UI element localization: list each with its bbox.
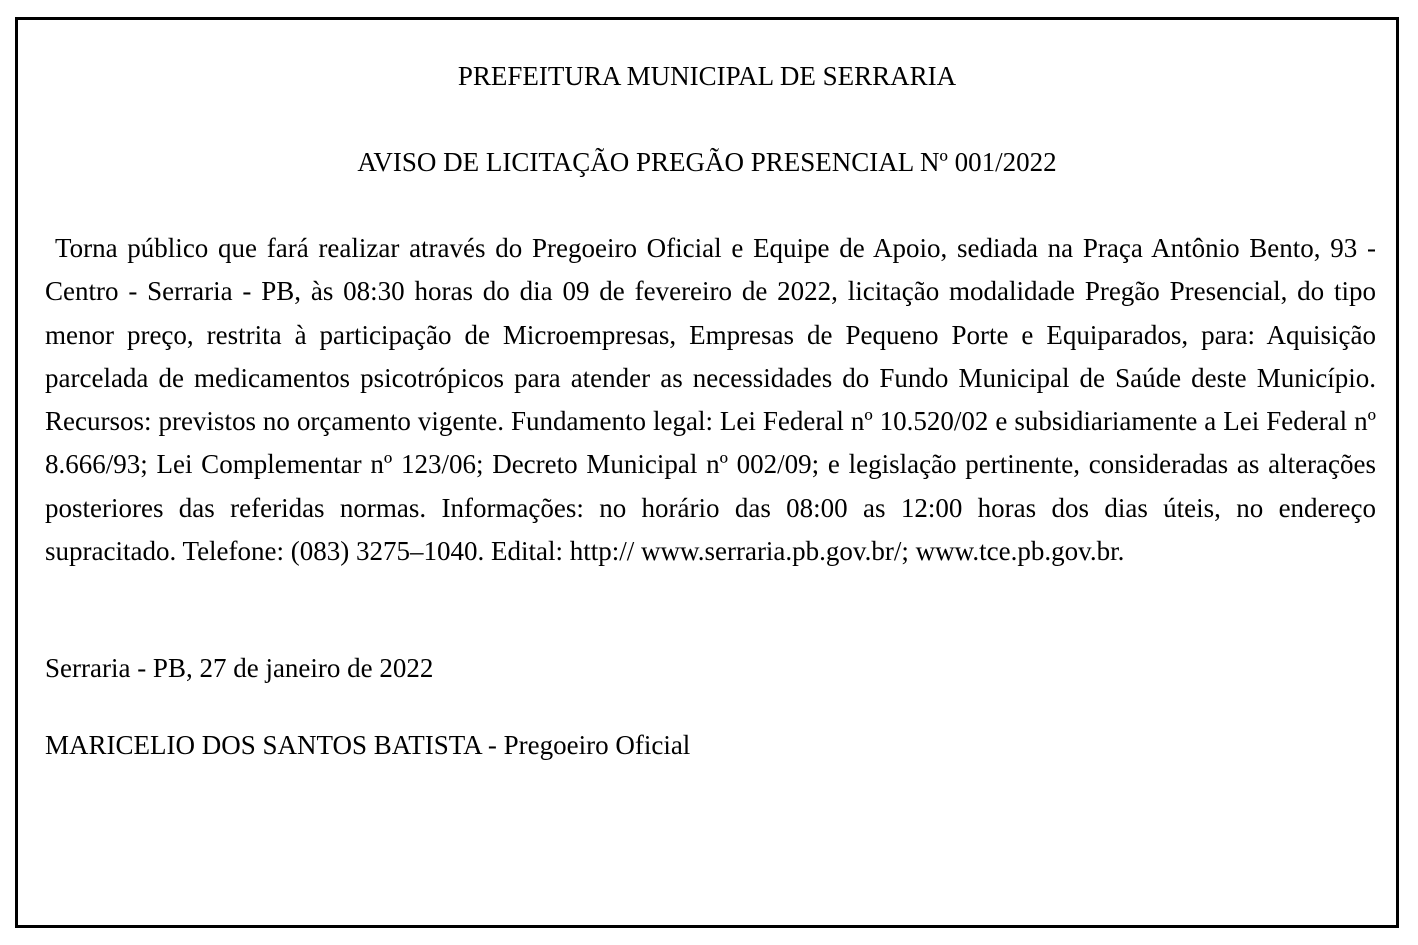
notice-body: Torna público que fará realizar através do Pregoeiro Oficial e Equipe de Apoio, sediada na Praça Antônio Bento, 93 - Centro - Serraria - PB, às 08:30 horas do dia 09 de fevereiro de 2022, licitação modalidade Pregão Presencial, do tipo menor preço, restrita à participação de Microempresas, Empresas de Pequeno Porte e Equiparados, para: Aquisição parcelada de medicamentos psicotrópicos para atender as necessidades do Fundo Municipal de Saúde deste Município. Recursos: previstos no orçamento vigente. Fundamento legal: Lei Federal nº 10.520/02 e subsidiariamente a Lei Federal nº 8.666/93; Lei Complementar nº 123/06; Decreto Municipal nº 002/09; e legislação pertinente, consideradas as alterações posteriores das referidas normas. Informações: no horário das 08:00 as 12:00 horas dos dias úteis, no endereço supracitado. Telefone: (083) 3275–1040. Edital: http:// www.serraria.pb.gov.br/; www.tce.pb.gov.br. (45, 233, 1376, 567)
signature-line: MARICELIO DOS SANTOS BATISTA - Pregoeiro Oficial (45, 730, 691, 760)
date-line: Serraria - PB, 27 de janeiro de 2022 (45, 653, 434, 683)
notice-title: AVISO DE LICITAÇÃO PREGÃO PRESENCIAL Nº 001/2022 (357, 147, 1057, 177)
notice-frame (15, 17, 1399, 928)
organization-heading: PREFEITURA MUNICIPAL DE SERRARIA (457, 61, 957, 91)
